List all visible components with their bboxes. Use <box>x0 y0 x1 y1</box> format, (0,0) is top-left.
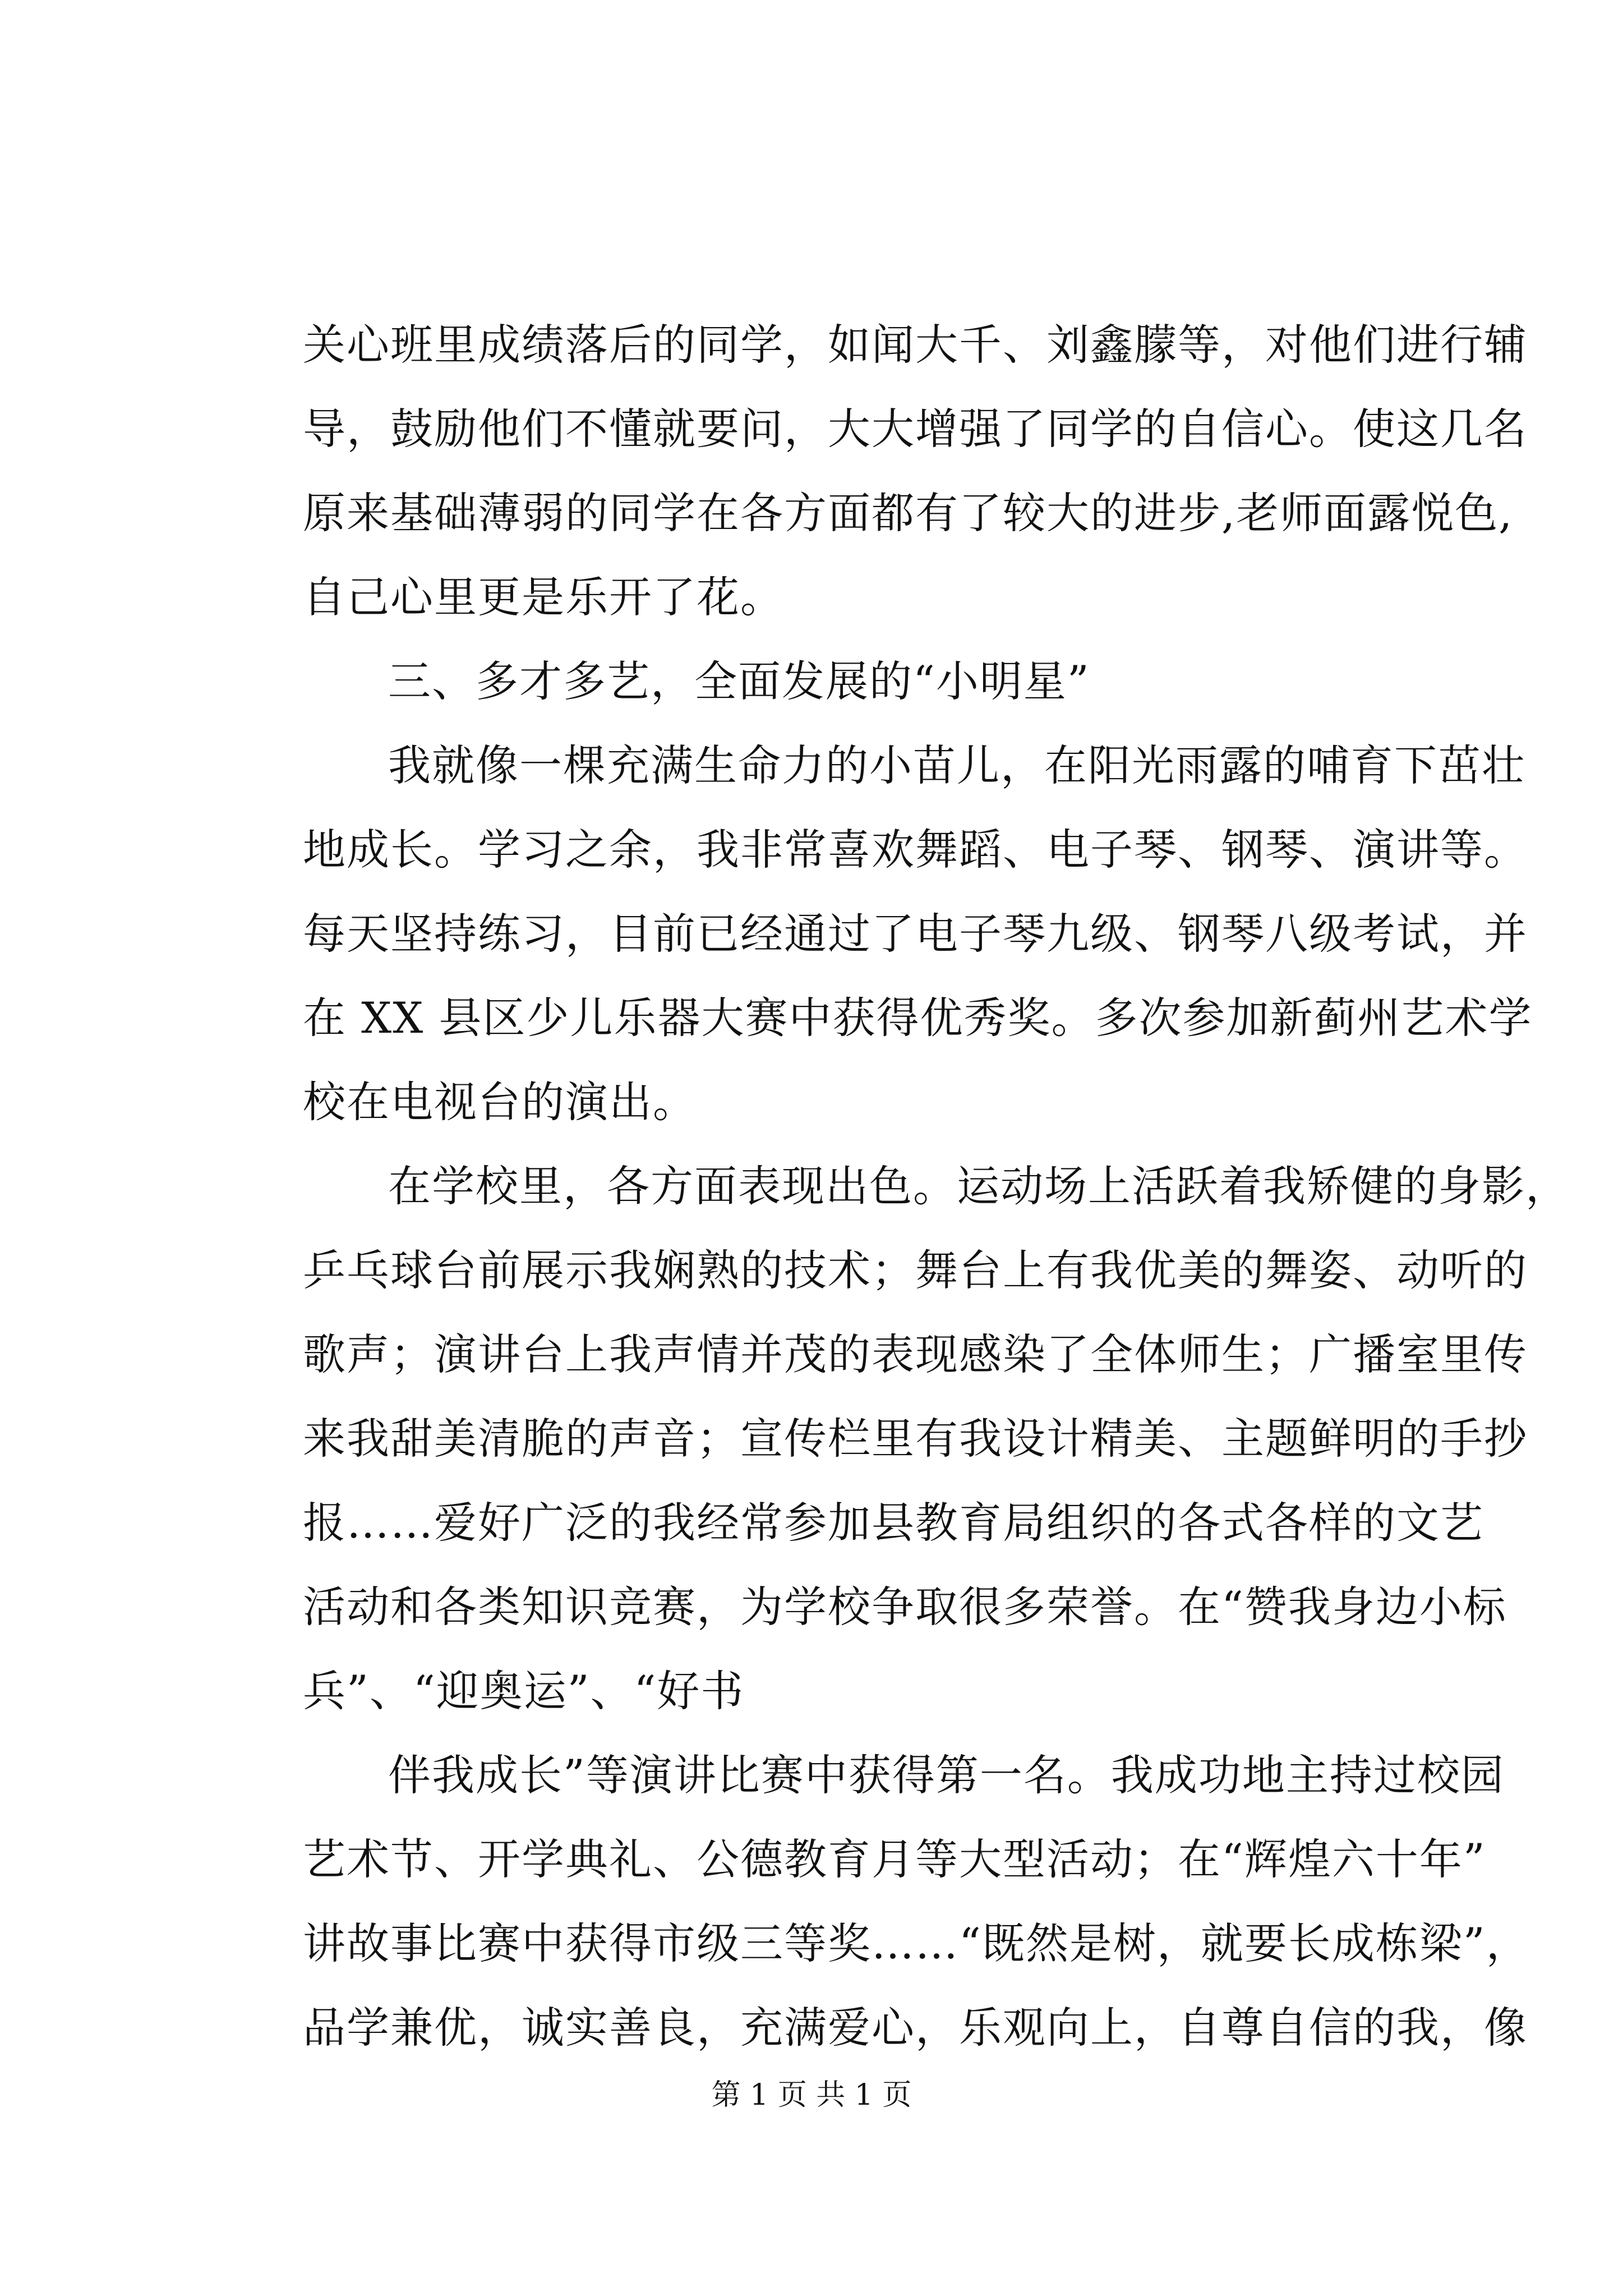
text-line: 乒乓球台前展示我娴熟的技术；舞台上有我优美的舞姿、动听的 <box>303 1245 1528 1295</box>
text-line: 每天坚持练习，目前已经通过了电子琴九级、钢琴八级考试，并 <box>303 909 1528 959</box>
text-line: 原来基础薄弱的同学在各方面都有了较大的进步,老师面露悦色, <box>303 488 1514 538</box>
text-line: 在 XX 县区少儿乐器大赛中获得优秀奖。多次参加新蓟州艺术学 <box>303 993 1533 1043</box>
document-body <box>303 303 1569 2070</box>
text-line: 自己心里更是乐开了花。 <box>303 572 784 622</box>
text-line: 兵”、“迎奥运”、“好书 <box>303 1666 745 1716</box>
text-line: 讲故事比赛中获得市级三等奖……“既然是树，就要长成栋梁”， <box>303 1918 1530 1968</box>
section-heading: 三、多才多艺，全面发展的“小明星” <box>388 656 1090 706</box>
text-line: 导，鼓励他们不懂就要问，大大增强了同学的自信心。使这几名 <box>303 404 1528 454</box>
text-line: 关心班里成绩落后的同学，如闻大千、刘鑫朦等，对他们进行辅 <box>303 320 1528 370</box>
text-line: 活动和各类知识竞赛，为学校争取很多荣誉。在“赞我身边小标 <box>303 1582 1507 1632</box>
text-line: 报……爱好广泛的我经常参加县教育局组织的各式各样的文艺 <box>303 1498 1484 1548</box>
text-line: 我就像一棵充满生命力的小苗儿，在阳光雨露的哺育下茁壮 <box>388 740 1525 790</box>
text-line: 地成长。学习之余，我非常喜欢舞蹈、电子琴、钢琴、演讲等。 <box>303 825 1528 875</box>
text-line: 在学校里，各方面表现出色。运动场上活跃着我矫健的身影， <box>388 1161 1569 1211</box>
text-line: 来我甜美清脆的声音；宣传栏里有我设计精美、主题鲜明的手抄 <box>303 1414 1528 1464</box>
text-line: 品学兼优，诚实善良，充满爱心，乐观向上，自尊自信的我，像 <box>303 2003 1528 2053</box>
page-footer: 第 1 页 共 1 页 <box>711 2078 912 2112</box>
text-line: 校在电视台的演出。 <box>303 1077 697 1127</box>
text-line: 歌声；演讲台上我声情并茂的表现感染了全体师生；广播室里传 <box>303 1329 1528 1379</box>
text-line: 伴我成长”等演讲比赛中获得第一名。我成功地主持过校园 <box>388 1750 1505 1800</box>
text-line: 艺术节、开学典礼、公德教育月等大型活动；在“辉煌六十年” <box>303 1834 1486 1884</box>
